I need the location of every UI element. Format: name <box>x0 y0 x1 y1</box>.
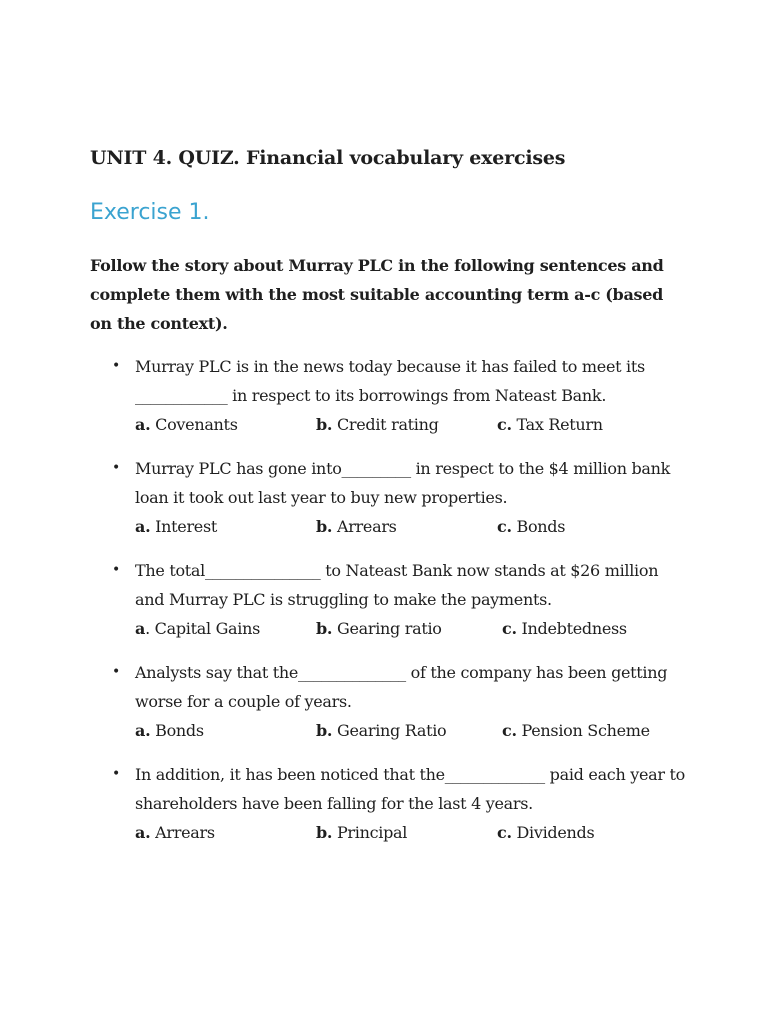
option-letter: b. <box>316 823 333 842</box>
option-letter: a <box>135 619 146 638</box>
option-text: Arrears <box>332 517 397 536</box>
bullet-icon: • <box>112 562 120 578</box>
option-text: Pension Scheme <box>516 721 650 740</box>
bullet-icon: • <box>112 358 120 374</box>
option-c <box>497 512 565 541</box>
option-a <box>135 716 204 745</box>
answer-options <box>135 410 690 439</box>
option-c <box>497 818 594 847</box>
option-text: Interest <box>150 517 218 536</box>
question-text: Analysts say that the______________ of the company has been getting worse for a couple of years. <box>135 663 668 711</box>
option-letter: b. <box>316 721 333 740</box>
question-item <box>90 352 690 439</box>
option-b <box>316 614 442 643</box>
option-a <box>135 614 260 643</box>
question-text: Murray PLC has gone into_________ in respect to the $4 million bank loan it took out last year to buy new properties. <box>135 459 671 507</box>
option-a <box>135 818 215 847</box>
exercise-heading: Exercise 1. <box>90 200 210 225</box>
option-c <box>502 716 650 745</box>
option-b <box>316 512 397 541</box>
bullet-icon: • <box>112 460 120 476</box>
option-text: Dividends <box>511 823 595 842</box>
answer-options <box>135 614 690 643</box>
question-item <box>90 658 690 745</box>
option-letter: b. <box>316 517 333 536</box>
option-text: Credit rating <box>332 415 439 434</box>
option-letter: c. <box>497 823 512 842</box>
option-letter: a. <box>135 721 151 740</box>
option-text: Bonds <box>150 721 204 740</box>
option-b <box>316 410 439 439</box>
document-title: UNIT 4. QUIZ. Financial vocabulary exercises <box>90 147 566 169</box>
question-item <box>90 556 690 643</box>
option-letter: a. <box>135 415 151 434</box>
option-text: Gearing ratio <box>332 619 442 638</box>
question-list <box>90 352 690 862</box>
option-text: Covenants <box>150 415 238 434</box>
option-b <box>316 818 407 847</box>
option-letter: c. <box>502 721 517 740</box>
option-text: Indebtedness <box>516 619 627 638</box>
option-text: Gearing Ratio <box>332 721 447 740</box>
option-a <box>135 512 217 541</box>
question-item <box>90 454 690 541</box>
question-item <box>90 760 690 847</box>
option-c <box>502 614 627 643</box>
option-c <box>497 410 603 439</box>
question-text: In addition, it has been noticed that the_____________ paid each year to shareholders have been falling for the last 4 years. <box>135 765 686 813</box>
answer-options <box>135 818 690 847</box>
option-text: . Capital Gains <box>145 619 261 638</box>
option-letter: a. <box>135 823 151 842</box>
question-text: Murray PLC is in the news today because it has failed to meet its ____________ in respect to its borrowings from Nateast Bank. <box>135 357 645 405</box>
exercise-instructions: Follow the story about Murray PLC in the following sentences and complete them with the most suitable accounting term a-c (based on the context). <box>90 256 664 333</box>
question-text: The total_______________ to Nateast Bank now stands at $26 million and Murray PLC is struggling to make the payments. <box>135 561 659 609</box>
option-letter: c. <box>497 415 512 434</box>
option-text: Tax Return <box>511 415 603 434</box>
option-a <box>135 410 238 439</box>
option-text: Principal <box>332 823 408 842</box>
option-text: Bonds <box>511 517 566 536</box>
option-letter: c. <box>502 619 517 638</box>
option-letter: c. <box>497 517 512 536</box>
option-letter: b. <box>316 415 333 434</box>
option-letter: a. <box>135 517 151 536</box>
bullet-icon: • <box>112 766 120 782</box>
answer-options <box>135 716 690 745</box>
option-text: Arrears <box>150 823 215 842</box>
answer-options <box>135 512 690 541</box>
bullet-icon: • <box>112 664 120 680</box>
option-b <box>316 716 446 745</box>
option-letter: b. <box>316 619 333 638</box>
